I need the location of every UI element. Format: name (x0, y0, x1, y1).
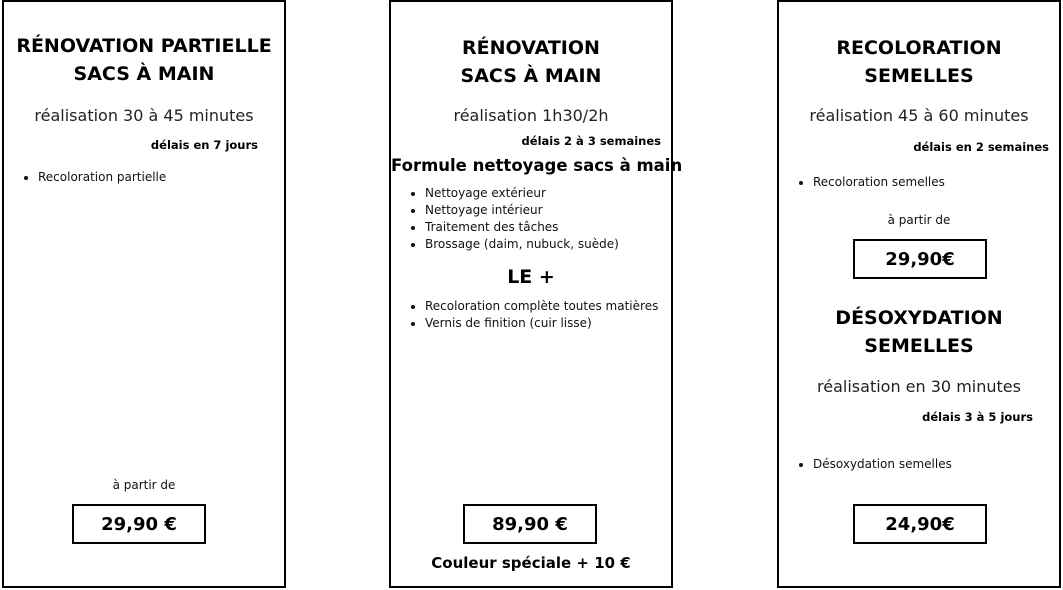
card-title-line-2: SACS À MAIN (460, 65, 602, 87)
from-label: à partir de (112, 478, 176, 492)
section-title-line-1: DÉSOXYDATION (835, 307, 1003, 329)
delay-text: délais en 7 jours (150, 138, 258, 152)
section-title (779, 304, 1059, 360)
list-item: • Recoloration partielle (38, 169, 284, 186)
price-box (853, 504, 987, 544)
card-title-line-2: SACS À MAIN (73, 63, 215, 85)
service-card-sole-recoloration (777, 0, 1061, 588)
formula-list (391, 185, 671, 253)
duration-text: réalisation en 30 minutes (817, 377, 1021, 396)
list-item: • Traitement des tâches (425, 219, 671, 236)
list-item: • Vernis de finition (cuir lisse) (425, 315, 671, 332)
service-card-bag-renovation (389, 0, 683, 588)
list-item: • Désoxydation semelles (813, 456, 1059, 473)
service-list (779, 174, 1059, 191)
price: 29,90 € (101, 513, 177, 535)
bonus-list (391, 298, 671, 332)
card-title-line-1: RECOLORATION (836, 37, 1002, 59)
card-title-line-2: SEMELLES (864, 65, 974, 87)
bonus-title: LE + (507, 266, 555, 288)
price: 29,90€ (885, 248, 955, 270)
list-item: • Recoloration complète toutes matières (425, 298, 671, 315)
service-list (4, 169, 284, 186)
delay-text: délais 2 à 3 semaines (521, 134, 661, 148)
card-title (4, 32, 284, 88)
price-box (72, 504, 206, 544)
price: 24,90€ (885, 513, 955, 535)
price-box (853, 239, 987, 279)
delay-text: délais 3 à 5 jours (922, 410, 1033, 424)
service-list (779, 456, 1059, 473)
formula-title: Formule nettoyage sacs à main (391, 156, 683, 175)
list-item: • Nettoyage intérieur (425, 202, 671, 219)
duration-text: réalisation 45 à 60 minutes (809, 106, 1029, 125)
price: 89,90 € (492, 513, 568, 535)
card-title-line-1: RÉNOVATION PARTIELLE (16, 35, 272, 57)
list-item: • Brossage (daim, nubuck, suède) (425, 236, 671, 253)
price-box (463, 504, 597, 544)
duration-text: réalisation 30 à 45 minutes (34, 106, 254, 125)
delay-text: délais en 2 semaines (913, 140, 1049, 154)
card-title (779, 34, 1059, 90)
special-color-note: Couleur spéciale + 10 € (431, 554, 631, 572)
card-title (391, 34, 671, 90)
list-item: • Nettoyage extérieur (425, 185, 671, 202)
section-title-line-2: SEMELLES (864, 335, 974, 357)
from-label: à partir de (887, 213, 951, 227)
list-item: • Recoloration semelles (813, 174, 1059, 191)
duration-text: réalisation 1h30/2h (453, 106, 609, 125)
card-title-line-1: RÉNOVATION (462, 37, 600, 59)
service-card-partial-bag-renovation (2, 0, 286, 588)
